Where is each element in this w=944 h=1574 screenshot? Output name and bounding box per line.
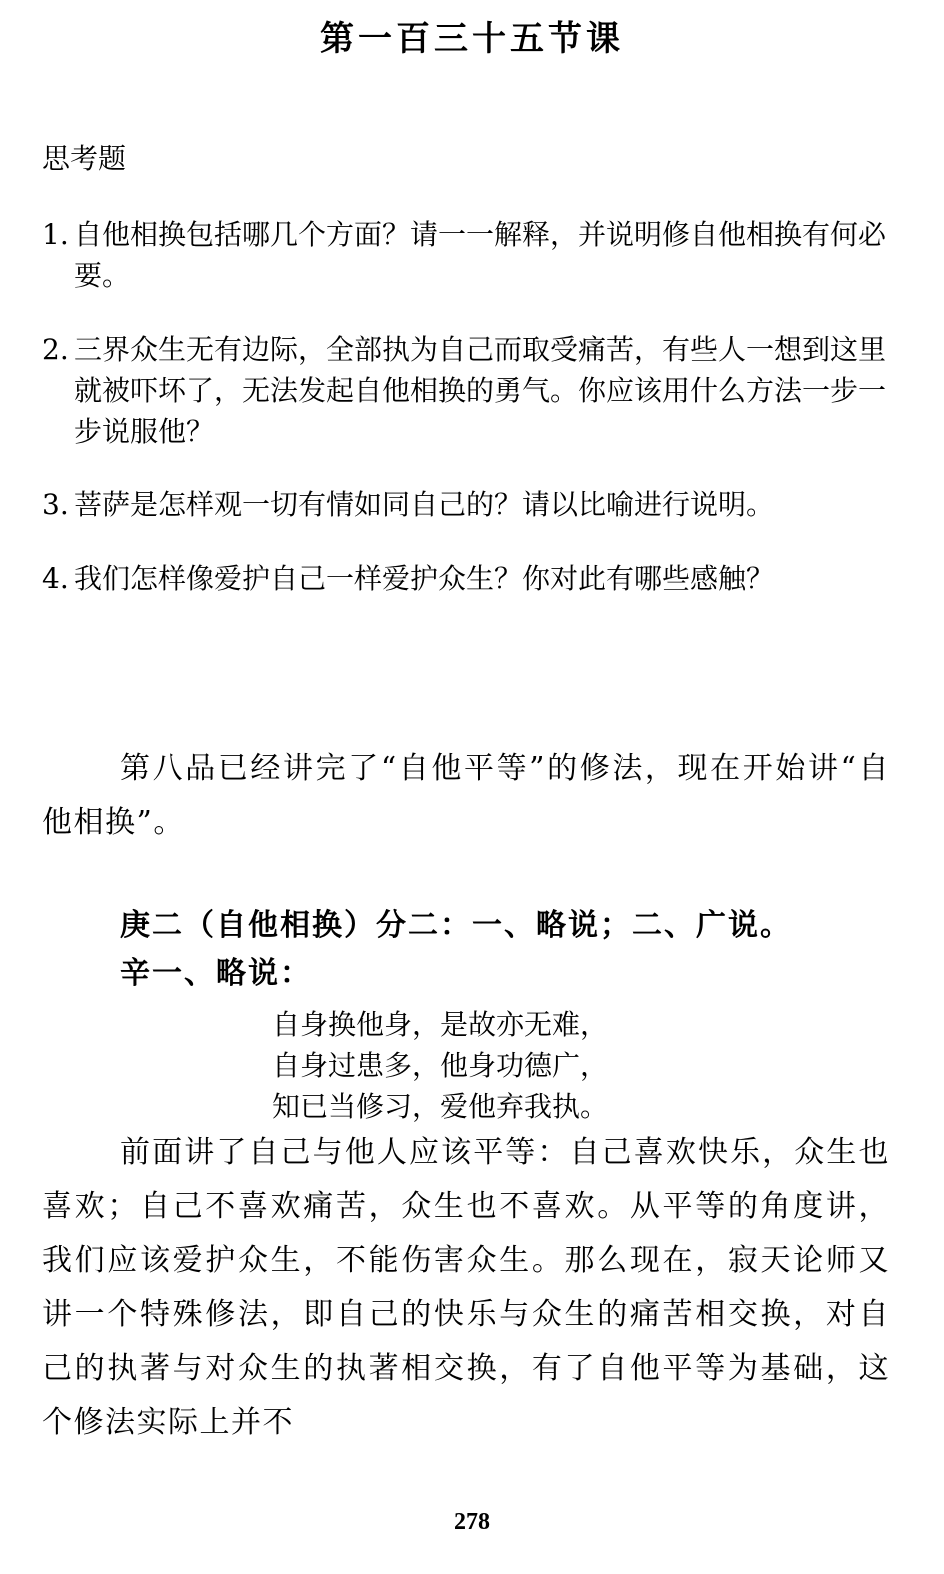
intro-paragraph: 第八品已经讲完了“自他平等”的修法，现在开始讲“自他相换”。: [42, 751, 890, 840]
question-item: [42, 329, 890, 452]
question-text: 我们怎样像爱护自己一样爱护众生？你对此有哪些感触？: [74, 562, 775, 595]
verse-line: 自身换他身，是故亦无难，: [272, 1008, 609, 1041]
questions-heading: 思考题: [42, 142, 127, 175]
outline-heading-sub: 辛一、略说：: [120, 956, 312, 991]
question-number: 2.: [42, 333, 69, 366]
question-number: 1.: [42, 218, 69, 251]
question-text: 自他相换包括哪几个方面？请一一解释，并说明修自他相换有何必要。: [74, 218, 887, 292]
question-number: 3.: [42, 488, 69, 521]
outline-heading-main: 庚二（自他相换）分二：一、略说；二、广说。: [120, 908, 792, 943]
verse-line: 知已当修习，爱他弃我执。: [272, 1090, 609, 1123]
lesson-title: 第一百三十五节课: [320, 19, 624, 59]
body-paragraph: 前面讲了自己与他人应该平等：自己喜欢快乐，众生也喜欢；自己不喜欢痛苦，众生也不喜欢。从平等的角度讲，我们应该爱护众生，不能伤害众生。那么现在，寂天论师又讲一个特殊修法，即自己的快乐与众生的痛苦相交换，对自己的执著与对众生的执著相交换，有了自他平等为基础，这个修法实际上并不: [42, 1135, 890, 1440]
question-item: [42, 214, 890, 296]
question-text: 三界众生无有边际，全部执为自己而取受痛苦，有些人一想到这里就被吓坏了，无法发起自他相换的勇气。你应该用什么方法一步一步说服他？: [74, 333, 887, 448]
question-text: 菩萨是怎样观一切有情如同自己的？请以比喻进行说明。: [74, 488, 775, 521]
page-number: 278: [454, 1509, 490, 1535]
question-item: [42, 484, 890, 525]
question-item: [42, 558, 890, 599]
verse-line: 自身过患多，他身功德广，: [272, 1049, 609, 1082]
question-number: 4.: [42, 562, 69, 595]
